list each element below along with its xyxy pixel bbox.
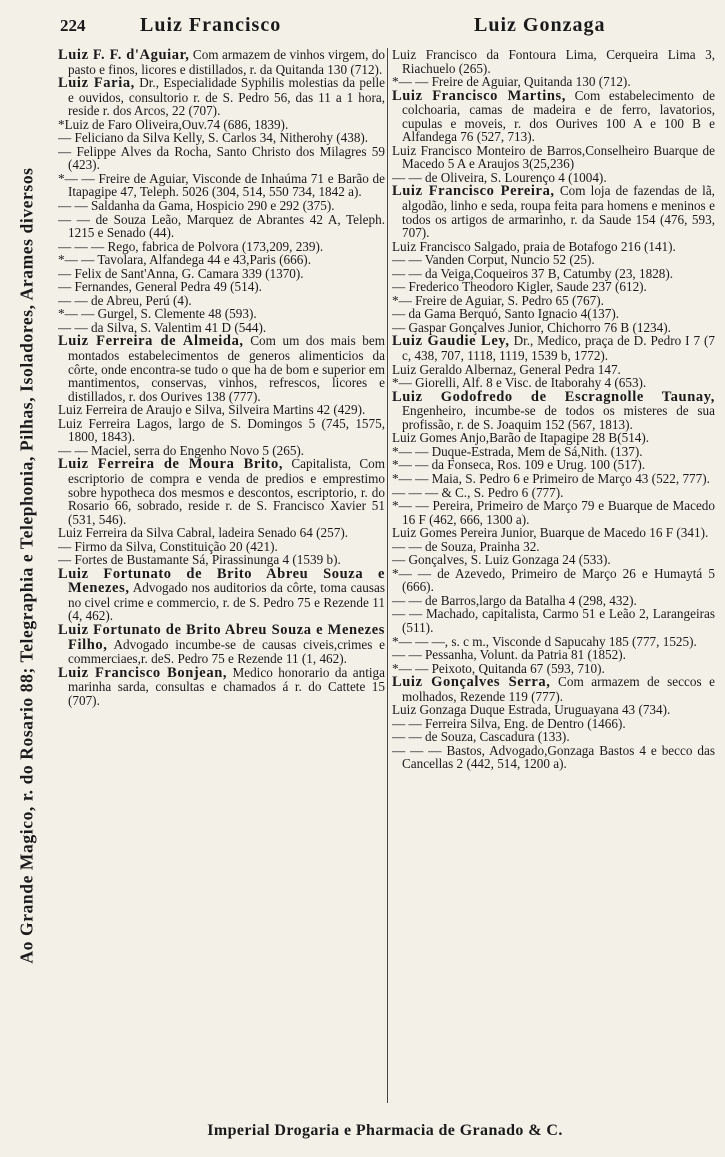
- directory-entry: [392, 184, 715, 239]
- entry-text: Luiz Francisco Monteiro de Barros,Conselheiro Buarque de Macedo 5 A e Araujos 3(25,236): [392, 142, 715, 172]
- directory-entry: [392, 321, 715, 335]
- directory-entry: [392, 294, 715, 308]
- entry-text: — — Machado, capitalista, Carmo 51 e Leão 2, Larangeiras (511).: [392, 606, 715, 635]
- directory-entry: [58, 623, 385, 666]
- entry-text: Luiz Geraldo Albernaz, General Pedra 147.: [392, 361, 621, 377]
- directory-entry: [392, 607, 715, 634]
- directory-entry: [58, 253, 385, 267]
- entry-name: Luiz Francisco Pereira,: [392, 183, 555, 200]
- entry-text: — Felippe Alves da Rocha, Santo Christo dos Milagres 59 (423).: [58, 143, 385, 173]
- directory-entry: [392, 144, 715, 171]
- side-advertisement-text: Ao Grande Magico, r. do Rosario 88; Telegraphia e Telephonia, Pilhas, Isoladores, Arames diversos: [16, 166, 37, 964]
- entry-text: Com estabelecimento de colchoaria, camas de madeira e de ferro, lavatorios, cupulas e moveis, r. dos Ourives 100 A e 100 B e Alfandega 76 (527, 713).: [402, 87, 715, 145]
- entry-text: Luiz Ferreira da Silva Cabral, ladeira Senado 64 (257).: [58, 525, 349, 541]
- entry-name: Luiz F. F. d'Aguiar,: [58, 48, 190, 63]
- page-footer-advertisement: Imperial Drogaria e Pharmacia de Granado & C.: [207, 1122, 563, 1139]
- entry-name: Luiz Ferreira de Moura Brito,: [58, 456, 284, 473]
- entry-text: — da Gama Berquó, Santo Ignacio 4(137).: [392, 306, 620, 322]
- entry-text: Luiz Ferreira de Araujo e Silva, Silveira Martins 42 (429).: [58, 402, 366, 418]
- directory-entry: [58, 131, 385, 145]
- directory-entry: [392, 594, 715, 608]
- directory-entry: [392, 499, 715, 526]
- directory-entry: [392, 431, 715, 445]
- entry-text: — — de Barros,largo da Batalha 4 (298, 432).: [392, 592, 637, 608]
- directory-entry: [58, 240, 385, 254]
- entry-text: Com um dos mais bem montados estabelecimentos de generos alimenticios da côrte, onde encontra-se tudo o que ha de bom e superior em mantimentos, conservas, vinhos, refrescos, licores e distillados, r. dos Ourives 138 (777).: [68, 333, 385, 404]
- entry-text: — — Ferreira Silva, Eng. de Dentro (1466).: [392, 715, 626, 731]
- entry-text: Luiz Ferreira Lagos, largo de S. Domingos 5 (745, 1575, 1800, 1843).: [58, 415, 385, 445]
- directory-entry: [392, 540, 715, 554]
- directory-entry: [392, 390, 715, 432]
- entry-text: Medico honorario da antiga marinha sarda, consultas e chamados á r. do Cattete 15 (707).: [68, 664, 385, 708]
- directory-entry: [58, 666, 385, 708]
- entry-text: Engenheiro, incumbe-se de todos os misteres de sua profissão, r. de S. Joaquim 152 (567, 1813).: [402, 403, 715, 432]
- directory-entry: [392, 526, 715, 540]
- entry-text: *— — Peixoto, Quitanda 67 (593, 710).: [392, 660, 605, 676]
- entry-text: Luiz Francisco Salgado, praia de Botafogo 216 (141).: [392, 238, 676, 254]
- left-running-head: Luiz Francisco: [140, 14, 282, 36]
- directory-entry: [58, 280, 385, 294]
- entry-text: Capitalista, Com escriptorio de compra e venda de predios e emprestimo sobre hypotheca dos mesmos e descontos, escriptorio, r. do Rosario 66, sobrado, reside r. de S. Francisco Xavier 51 (531, 546).: [68, 456, 385, 527]
- directory-entry: [392, 744, 715, 771]
- entry-name: Luiz Gaudie Ley,: [392, 333, 510, 350]
- directory-entry: [58, 76, 385, 118]
- entry-text: — Fortes de Bustamante Sá, Pirassinunga 4 (1539 b).: [58, 552, 341, 568]
- entry-text: Luiz Gomes Pereira Junior, Buarque de Macedo 16 F (341).: [392, 525, 709, 541]
- directory-entry: [392, 553, 715, 567]
- entry-text: — Fernandes, General Pedra 49 (514).: [58, 279, 262, 295]
- entry-text: — — de Souza Leão, Marquez de Abrantes 42 A, Teleph. 1215 e Senado (44).: [58, 211, 385, 241]
- entry-name: Luiz Fortunato de Brito Abreu Souza e Menezes Filho,: [58, 621, 385, 653]
- directory-entry: [392, 267, 715, 281]
- entry-text: *— — —, s. c m., Visconde d Sapucahy 185 (777, 1525).: [392, 633, 697, 649]
- entry-text: — — Maciel, serra do Engenho Novo 5 (265).: [58, 442, 305, 458]
- entry-text: *— — Maia, S. Pedro 6 e Primeiro de Março 43 (522, 777).: [392, 470, 710, 486]
- entry-text: *— — Freire de Aguiar, Visconde de Inhaúma 71 e Barão de Itapagipe 47, Teleph. 5026 (304, 514, 550 734, 1842 a).: [58, 170, 385, 200]
- entry-text: — — da Silva, S. Valentim 41 D (544).: [58, 319, 267, 335]
- entry-name: Luiz Francisco Bonjean,: [58, 664, 228, 681]
- directory-entry: [392, 48, 715, 75]
- entry-text: Luiz Gonzaga Duque Estrada, Uruguayana 43 (734).: [392, 702, 671, 718]
- directory-entry: [392, 648, 715, 662]
- directory-entry: [392, 635, 715, 649]
- entry-text: — — Pessanha, Volunt. da Patria 81 (1852).: [392, 647, 626, 663]
- entry-text: *— — Freire de Aguiar, Quitanda 130 (712).: [392, 74, 631, 90]
- directory-entry: [392, 472, 715, 486]
- entry-text: Luiz Francisco da Fontoura Lima, Cerqueira Lima 3, Riachuelo (265).: [392, 48, 715, 76]
- directory-entry: [392, 717, 715, 731]
- directory-entry: [58, 526, 385, 540]
- directory-entry: [58, 145, 385, 172]
- entry-text: — — Vanden Corput, Nuncio 52 (25).: [392, 252, 595, 268]
- entry-text: — — — Rego, fabrica de Polvora (173,209, 239).: [58, 238, 324, 254]
- directory-entry: [58, 403, 385, 417]
- entry-text: *— Giorelli, Alf. 8 e Visc. de Itaborahy 4 (653).: [392, 375, 647, 391]
- directory-entry: [58, 307, 385, 321]
- entry-text: *— — de Azevedo, Primeiro de Março 26 e Humaytá 5 (666).: [392, 565, 715, 595]
- entry-text: Com armazem de vinhos virgem, do pasto e finos, licores e distillados, r. da Quitanda 130 (712).: [68, 48, 385, 77]
- directory-entry: [58, 172, 385, 199]
- directory-entry: [58, 213, 385, 240]
- entry-text: *— — da Fonseca, Ros. 109 e Urug. 100 (517).: [392, 457, 646, 473]
- entry-text: — — — Bastos, Advogado,Gonzaga Bastos 4 e becco das Cancellas 2 (442, 514, 1200 a).: [392, 742, 715, 772]
- directory-entry: [392, 307, 715, 321]
- side-advertisement: [2, 40, 52, 1090]
- entry-text: — Gaspar Gonçalves Junior, Chichorro 76 B (1234).: [392, 319, 671, 335]
- entry-text: *— — Tavolara, Alfandega 44 e 43,Paris (666).: [58, 252, 311, 268]
- entry-text: *— Freire de Aguiar, S. Pedro 65 (767).: [392, 292, 604, 308]
- directory-entry: [392, 445, 715, 459]
- directory-entry: [392, 240, 715, 254]
- directory-entry: [392, 376, 715, 390]
- entry-text: — — da Veiga,Coqueiros 37 B, Catumby (23, 1828).: [392, 265, 674, 281]
- directory-entry: [392, 363, 715, 377]
- entry-text: Luiz Gomes Anjo,Barão de Itapagipe 28 B(514).: [392, 430, 650, 446]
- entry-text: Advogado incumbe-se de causas civeis,crimes e commerciaes,r. deS. Pedro 75 e Rezende 11 (1, 462).: [68, 636, 385, 667]
- entry-text: Com armazem de seccos e molhados, Rezende 119 (777).: [402, 674, 715, 704]
- entry-text: — — — & C., S. Pedro 6 (777).: [392, 484, 564, 500]
- left-column: [58, 48, 385, 1103]
- directory-entry: [58, 334, 385, 403]
- directory-entry: [392, 703, 715, 717]
- directory-entry: [58, 553, 385, 567]
- entry-text: — Feliciano da Silva Kelly, S. Carlos 34, Nitherohy (438).: [58, 130, 369, 146]
- directory-entry: [58, 267, 385, 281]
- entry-text: Dr., Medico, praça de D. Pedro I 7 (7 c, 438, 707, 1118, 1119, 1539 b, 1772).: [402, 333, 715, 364]
- directory-entry: [392, 662, 715, 676]
- directory-entry: [392, 458, 715, 472]
- entry-name: Luiz Gonçalves Serra,: [392, 674, 551, 691]
- entry-text: — — de Souza, Cascadura (133).: [392, 729, 570, 745]
- directory-entry: [58, 540, 385, 554]
- entry-text: — Felix de Sant'Anna, G. Camara 339 (1370).: [58, 265, 304, 281]
- entry-name: Luiz Godofredo de Escragnolle Taunay,: [392, 388, 715, 405]
- directory-entry: [58, 118, 385, 132]
- directory-entry: [392, 280, 715, 294]
- entry-name: Luiz Fortunato de Brito Abreu Souza e Menezes,: [58, 565, 385, 597]
- directory-entry: [58, 567, 385, 623]
- page-header: [60, 14, 710, 42]
- directory-entry: [392, 567, 715, 594]
- directory-entry: [58, 457, 385, 526]
- entry-name: Luiz Francisco Martins,: [392, 87, 566, 104]
- entry-text: — — de Oliveira, S. Lourenço 4 (1004).: [392, 169, 607, 185]
- directory-entry: [392, 89, 715, 144]
- directory-entry: [58, 444, 385, 458]
- directory-entry: [58, 321, 385, 335]
- entry-text: — Firmo da Silva, Constituição 20 (421).: [58, 538, 278, 554]
- directory-entry: [392, 675, 715, 703]
- directory-entry: [58, 199, 385, 213]
- directory-entry: [58, 48, 385, 76]
- entry-text: Com loja de fazendas de lã, algodão, linho e seda, roupa feita para homens e meninos e todos os artigos de armarinho, r. da Saude 154 (476, 593, 707).: [402, 183, 715, 241]
- directory-entry: [392, 253, 715, 267]
- entry-text: *— — Pereira, Primeiro de Março 79 e Buarque de Macedo 16 F (462, 666, 1300 a).: [392, 498, 715, 527]
- directory-entry: [58, 294, 385, 308]
- column-divider: [387, 48, 388, 1103]
- entry-name: Luiz Faria,: [58, 75, 135, 92]
- directory-entry: [392, 486, 715, 500]
- directory-entry: [392, 334, 715, 362]
- directory-entry: [58, 417, 385, 444]
- entry-text: Advogado nos auditorios da côrte, toma causas no civel crime e commercio, r. de S. Pedro 75 e Rezende 11 (4, 462).: [68, 580, 385, 624]
- entry-text: *— — Gurgel, S. Clemente 48 (593).: [58, 306, 257, 322]
- entry-text: — Frederico Theodoro Kigler, Saude 237 (612).: [392, 279, 647, 295]
- right-running-head: Luiz Gonzaga: [474, 14, 606, 36]
- entry-text: *— — Duque-Estrada, Mem de Sá,Nith. (137).: [392, 443, 643, 459]
- entry-text: — — Saldanha da Gama, Hospicio 290 e 292 (375).: [58, 198, 335, 214]
- page-number: 224: [60, 16, 86, 35]
- entry-text: — — de Abreu, Perú (4).: [58, 292, 192, 308]
- entry-text: *Luiz de Faro Oliveira,Ouv.74 (686, 1839).: [58, 116, 289, 132]
- directory-entry: [392, 75, 715, 89]
- directory-entry: [392, 730, 715, 744]
- entry-text: — — de Souza, Prainha 32.: [392, 538, 540, 554]
- entry-text: — Gonçalves, S. Luiz Gonzaga 24 (533).: [392, 552, 611, 568]
- right-column: [392, 48, 715, 1103]
- entry-text: Dr., Especialidade Syphilis molestias da pelle e ouvidos, consultorio r. de S. Pedro 56, das 11 a 1 hora, reside r. dos Arcos, 22 (707).: [68, 75, 385, 119]
- entry-name: Luiz Ferreira de Almeida,: [58, 333, 244, 350]
- directory-entry: [392, 171, 715, 185]
